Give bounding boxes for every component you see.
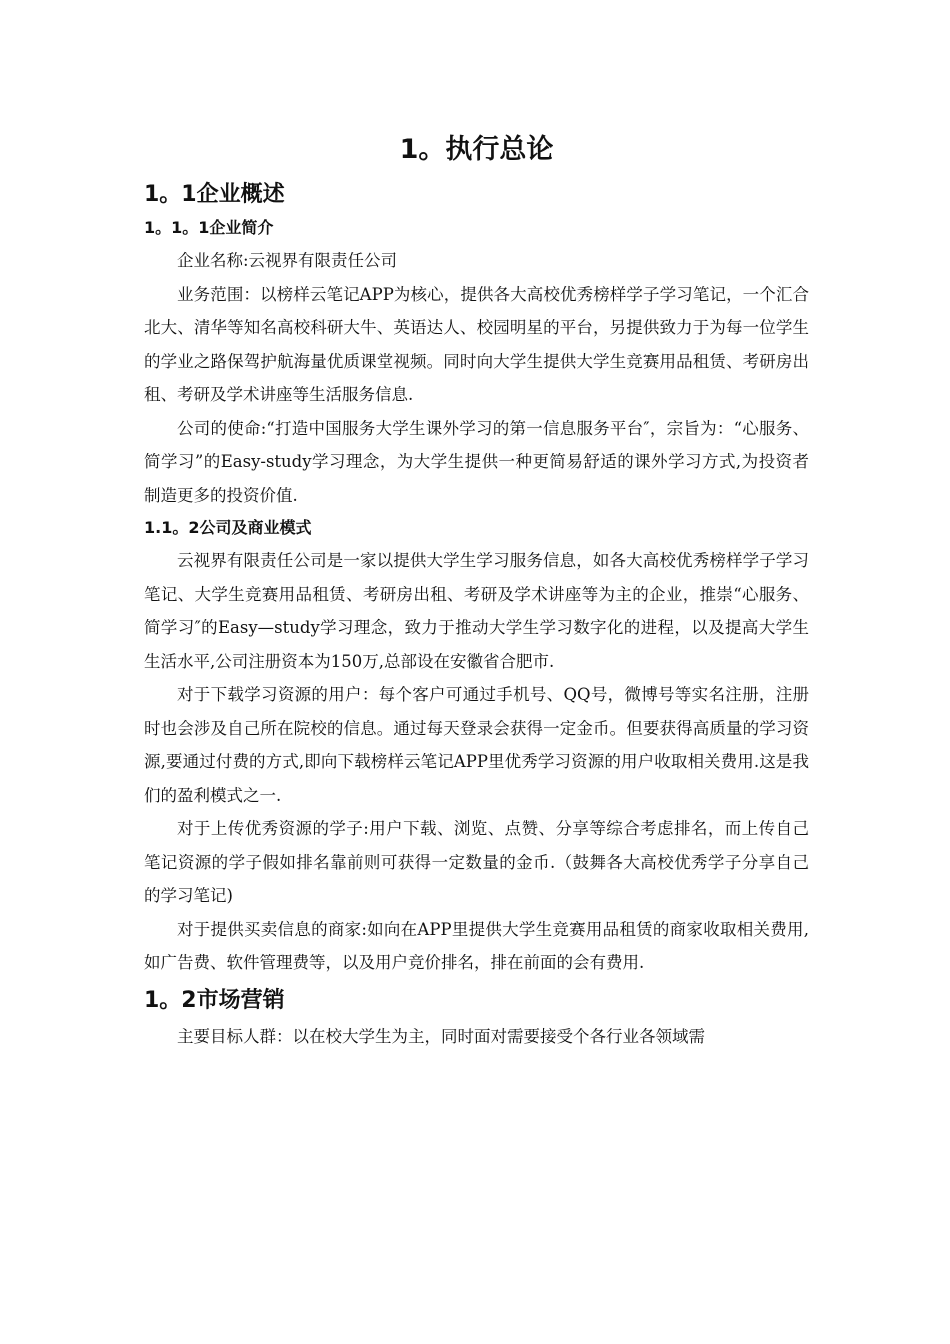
paragraph-company-intro: 云视界有限责任公司是一家以提供大学生学习服务信息，如各大高校优秀榜样学子学习笔记、大学生竞赛用品租赁、考研房出租、考研及学术讲座等为主的企业，推崇“心服务、简学习″的Easy—study学习理念，致力于推动大学生学习数字化的进程，以及提高大学生生活水平,公司注册资本为150万,总部设在安徽省合肥市. [144,551,809,671]
heading-business-model: 1.1。2公司及商业模式 [144,518,312,537]
document-body [144,130,809,1053]
heading-enterprise-profile: 1。1。1企业简介 [144,218,274,237]
heading-enterprise-overview: 1。1企业概述 [144,182,285,207]
paragraph-company-mission: 公司的使命:“打造中国服务大学生课外学习的第一信息服务平台″，宗旨为：“心服务、简学习”的Easy-study学习理念，为大学生提供一种更简易舒适的课外学习方式,为投资者制造更多的投资价值. [144,418,809,505]
document-title: 1。执行总论 [399,134,554,165]
heading-marketing: 1。2市场营销 [144,987,285,1013]
paragraph-merchants: 对于提供买卖信息的商家:如向在APP里提供大学生竞赛用品租赁的商家收取相关费用,如广告费、软件管理费等，以及用户竞价排名，排在前面的会有费用. [144,919,809,972]
paragraph-business-scope: 业务范围：以榜样云笔记APP为核心，提供各大高校优秀榜样学子学习笔记，一个汇合北大、清华等知名高校科研大牛、英语达人、校园明星的平台，另提供致力于为每一位学生的学业之路保驾护航海量优质课堂视频。同时向大学生提供大学生竞赛用品租赁、考研房出租、考研及学术讲座等生活服务信息. [144,284,809,404]
paragraph-company-name: 企业名称:云视界有限责任公司 [177,251,398,270]
paragraph-download-users: 对于下载学习资源的用户：每个客户可通过手机号、QQ号，微博号等实名注册，注册时也会涉及自己所在院校的信息。通过每天登录会获得一定金币。但要获得高质量的学习资源,要通过付费的方式,即向下载榜样云笔记APP里优秀学习资源的用户收取相关费用.这是我们的盈利模式之一. [144,685,809,805]
paragraph-upload-students: 对于上传优秀资源的学子:用户下载、浏览、点赞、分享等综合考虑排名，而上传自己笔记资源的学子假如排名靠前则可获得一定数量的金币.（鼓舞各大高校优秀学子分享自己的学习笔记) [144,819,809,905]
paragraph-target-audience: 主要目标人群：以在校大学生为主，同时面对需要接受个各行业各领域需 [177,1026,705,1046]
